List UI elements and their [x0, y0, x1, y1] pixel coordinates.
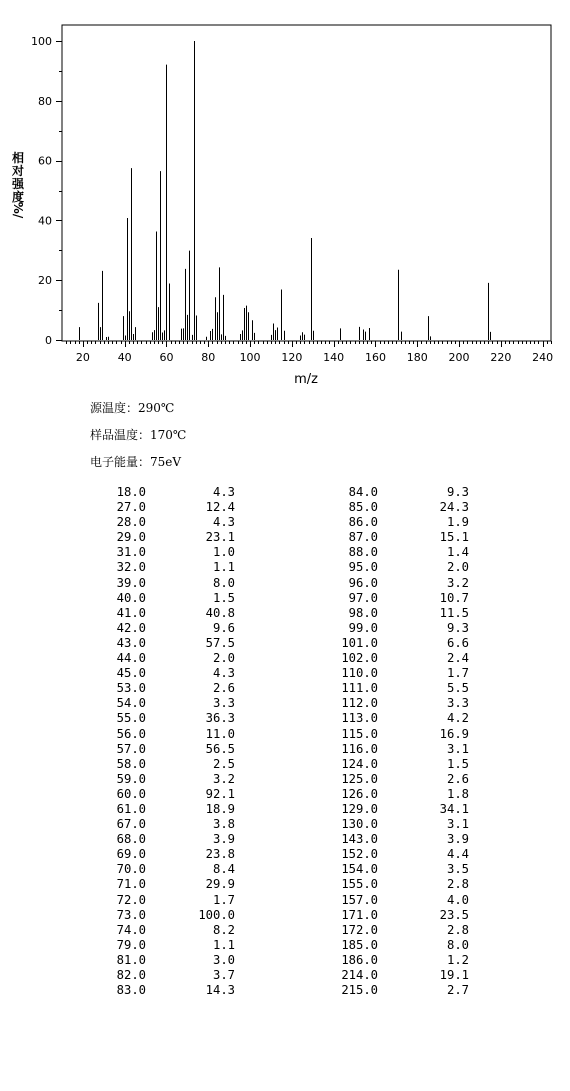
mz-value: 129.0 — [341, 801, 378, 816]
intensity-value: 3.3 — [446, 696, 469, 711]
intensity-value: 40.8 — [205, 605, 235, 620]
intensity-value: 11.0 — [205, 726, 235, 741]
mz-value: 99.0 — [348, 620, 378, 635]
intensity-value: 1.2 — [446, 952, 469, 967]
mz-value: 55.0 — [116, 711, 146, 726]
mz-value: 101.0 — [341, 635, 378, 650]
mz-value: 143.0 — [341, 832, 378, 847]
table-row — [0, 485, 570, 500]
y-axis-label-char: 度 — [11, 190, 25, 204]
y-axis-label-char: %/ — [11, 201, 25, 219]
intensity-value: 1.7 — [212, 892, 235, 907]
mz-value: 42.0 — [116, 620, 146, 635]
intensity-value: 2.0 — [446, 560, 469, 575]
intensity-value: 6.6 — [446, 635, 469, 650]
table-row — [0, 545, 570, 560]
table-row — [0, 742, 570, 757]
x-tick-label: 60 — [159, 351, 174, 364]
mz-value: 31.0 — [116, 545, 146, 560]
intensity-value: 34.1 — [439, 801, 469, 816]
intensity-value: 3.9 — [212, 832, 235, 847]
table-row — [0, 923, 570, 938]
intensity-value: 23.8 — [205, 847, 235, 862]
x-tick-label: 200 — [448, 351, 470, 364]
source-temperature: 源温度：290℃ — [90, 401, 175, 415]
table-row — [0, 953, 570, 968]
mz-value: 79.0 — [116, 937, 146, 952]
intensity-value: 4.3 — [212, 515, 235, 530]
intensity-value: 9.3 — [446, 485, 469, 499]
mz-value: 185.0 — [341, 937, 378, 952]
intensity-value: 4.2 — [446, 711, 469, 726]
intensity-value: 2.8 — [446, 922, 469, 937]
mz-value: 96.0 — [348, 575, 378, 590]
y-tick-label: 60 — [38, 154, 52, 168]
mz-value: 130.0 — [341, 817, 378, 832]
mz-value: 18.0 — [116, 485, 146, 499]
table-row — [0, 711, 570, 726]
intensity-value: 23.5 — [439, 907, 469, 922]
intensity-value: 4.3 — [212, 485, 235, 499]
x-tick-label: 20 — [75, 351, 90, 364]
y-axis-label-char: 相 — [11, 151, 25, 165]
table-row — [0, 515, 570, 530]
y-tick-label: 40 — [38, 214, 52, 228]
mz-value: 154.0 — [341, 862, 378, 877]
table-row — [0, 968, 570, 983]
mz-value: 186.0 — [341, 952, 378, 967]
mz-value: 81.0 — [116, 952, 146, 967]
intensity-value: 36.3 — [205, 711, 235, 726]
intensity-value: 1.8 — [446, 786, 469, 801]
mz-value: 61.0 — [116, 801, 146, 816]
table-row — [0, 530, 570, 545]
table-row — [0, 666, 570, 681]
table-row — [0, 560, 570, 575]
electron-energy: 电子能量：75eV — [90, 455, 182, 469]
table-row — [0, 500, 570, 515]
mz-value: 56.0 — [116, 726, 146, 741]
table-row — [0, 893, 570, 908]
mz-value: 53.0 — [116, 681, 146, 696]
intensity-value: 3.9 — [446, 832, 469, 847]
table-row — [0, 621, 570, 636]
mz-value: 112.0 — [341, 696, 378, 711]
table-row — [0, 938, 570, 953]
mz-value: 45.0 — [116, 666, 146, 681]
intensity-value: 3.2 — [446, 575, 469, 590]
mz-value: 88.0 — [348, 545, 378, 560]
table-row — [0, 847, 570, 862]
intensity-value: 2.4 — [446, 651, 469, 666]
intensity-value: 1.5 — [446, 756, 469, 771]
mz-value: 71.0 — [116, 877, 146, 892]
mz-value: 39.0 — [116, 575, 146, 590]
intensity-value: 8.2 — [212, 922, 235, 937]
mz-value: 214.0 — [341, 968, 378, 982]
mz-value: 85.0 — [348, 500, 378, 515]
x-tick-label: 120 — [281, 351, 303, 364]
intensity-value: 11.5 — [439, 605, 469, 620]
mz-value: 28.0 — [116, 515, 146, 530]
mz-value: 102.0 — [341, 651, 378, 666]
intensity-value: 1.4 — [446, 545, 469, 560]
intensity-value: 57.5 — [205, 635, 235, 650]
mz-value: 69.0 — [116, 847, 146, 862]
x-tick-label: 160 — [364, 351, 386, 364]
table-row — [0, 606, 570, 621]
intensity-value: 92.1 — [205, 786, 235, 801]
intensity-value: 29.9 — [205, 877, 235, 892]
mz-value: 157.0 — [341, 892, 378, 907]
y-axis-label-char: 对 — [11, 164, 25, 178]
intensity-value: 10.7 — [439, 590, 469, 605]
mz-value: 87.0 — [348, 530, 378, 545]
intensity-value: 2.5 — [212, 756, 235, 771]
intensity-value: 3.0 — [212, 952, 235, 967]
intensity-value: 4.3 — [212, 666, 235, 681]
x-tick-label: 100 — [239, 351, 261, 364]
intensity-value: 3.2 — [212, 771, 235, 786]
mz-value: 97.0 — [348, 590, 378, 605]
x-tick-label: 80 — [201, 351, 216, 364]
intensity-value: 3.3 — [212, 696, 235, 711]
intensity-value: 8.4 — [212, 862, 235, 877]
mz-value: 215.0 — [341, 983, 378, 998]
mz-value: 57.0 — [116, 741, 146, 756]
mz-value: 58.0 — [116, 756, 146, 771]
intensity-value: 8.0 — [212, 575, 235, 590]
intensity-value: 1.7 — [446, 666, 469, 681]
x-tick-label: 180 — [406, 351, 428, 364]
intensity-value: 14.3 — [205, 983, 235, 998]
intensity-value: 1.5 — [212, 590, 235, 605]
mz-value: 82.0 — [116, 968, 146, 982]
peak-table — [0, 485, 570, 998]
intensity-value: 1.9 — [446, 515, 469, 530]
intensity-value: 3.8 — [212, 817, 235, 832]
x-axis — [67, 341, 554, 364]
mz-value: 43.0 — [116, 635, 146, 650]
mz-value: 95.0 — [348, 560, 378, 575]
table-row — [0, 576, 570, 591]
mz-value: 73.0 — [116, 907, 146, 922]
intensity-value: 2.0 — [212, 651, 235, 666]
intensity-value: 1.0 — [212, 545, 235, 560]
mz-value: 32.0 — [116, 560, 146, 575]
mz-value: 67.0 — [116, 817, 146, 832]
spectrum-peaks — [80, 41, 491, 340]
mz-value: 113.0 — [341, 711, 378, 726]
mz-value: 72.0 — [116, 892, 146, 907]
intensity-value: 15.1 — [439, 530, 469, 545]
table-row — [0, 832, 570, 847]
mz-value: 27.0 — [116, 500, 146, 515]
mz-value: 70.0 — [116, 862, 146, 877]
y-tick-label: 0 — [45, 334, 52, 347]
table-row — [0, 636, 570, 651]
mz-value: 126.0 — [341, 786, 378, 801]
intensity-value: 2.6 — [212, 681, 235, 696]
table-row — [0, 908, 570, 923]
mz-value: 68.0 — [116, 832, 146, 847]
y-axis — [31, 35, 62, 347]
y-tick-label: 20 — [38, 274, 52, 288]
table-row — [0, 696, 570, 711]
intensity-value: 4.4 — [446, 847, 469, 862]
mz-value: 171.0 — [341, 907, 378, 922]
x-tick-label: 140 — [323, 351, 345, 364]
intensity-value: 19.1 — [439, 968, 469, 982]
mz-value: 83.0 — [116, 983, 146, 998]
table-row — [0, 681, 570, 696]
table-row — [0, 877, 570, 892]
intensity-value: 24.3 — [439, 500, 469, 515]
intensity-value: 18.9 — [205, 801, 235, 816]
mz-value: 41.0 — [116, 605, 146, 620]
mass-spectrum-chart — [0, 0, 570, 400]
mz-value: 125.0 — [341, 771, 378, 786]
table-row — [0, 651, 570, 666]
mz-value: 124.0 — [341, 756, 378, 771]
intensity-value: 3.7 — [212, 968, 235, 982]
intensity-value: 12.4 — [205, 500, 235, 515]
sample-temperature: 样品温度：170℃ — [90, 428, 187, 442]
intensity-value: 4.0 — [446, 892, 469, 907]
intensity-value: 16.9 — [439, 726, 469, 741]
x-axis-label: m/z — [294, 372, 318, 387]
mz-value: 29.0 — [116, 530, 146, 545]
mz-value: 116.0 — [341, 741, 378, 756]
table-row — [0, 862, 570, 877]
y-tick-label: 100 — [31, 35, 52, 48]
intensity-value: 2.7 — [446, 983, 469, 998]
intensity-value: 5.5 — [446, 681, 469, 696]
mz-value: 115.0 — [341, 726, 378, 741]
intensity-value: 9.3 — [446, 620, 469, 635]
intensity-value: 3.1 — [446, 741, 469, 756]
intensity-value: 8.0 — [446, 937, 469, 952]
intensity-value: 2.6 — [446, 771, 469, 786]
intensity-value: 100.0 — [198, 907, 235, 922]
mz-value: 98.0 — [348, 605, 378, 620]
intensity-value: 1.1 — [212, 937, 235, 952]
mz-value: 84.0 — [348, 485, 378, 499]
intensity-value: 56.5 — [205, 741, 235, 756]
table-row — [0, 772, 570, 787]
x-tick-label: 220 — [490, 351, 512, 364]
table-row — [0, 727, 570, 742]
mz-value: 59.0 — [116, 771, 146, 786]
table-row — [0, 787, 570, 802]
mz-value: 44.0 — [116, 651, 146, 666]
mz-value: 86.0 — [348, 515, 378, 530]
intensity-value: 2.8 — [446, 877, 469, 892]
mz-value: 40.0 — [116, 590, 146, 605]
mz-value: 74.0 — [116, 922, 146, 937]
intensity-value: 3.5 — [446, 862, 469, 877]
y-axis-label — [11, 150, 25, 219]
table-row — [0, 983, 570, 998]
y-tick-label: 80 — [38, 94, 52, 108]
mz-value: 111.0 — [341, 681, 378, 696]
mz-value: 172.0 — [341, 922, 378, 937]
intensity-value: 3.1 — [446, 817, 469, 832]
table-row — [0, 591, 570, 606]
intensity-value: 9.6 — [212, 620, 235, 635]
x-tick-label: 240 — [532, 351, 554, 364]
mz-value: 155.0 — [341, 877, 378, 892]
plot-frame — [62, 25, 551, 341]
intensity-value: 23.1 — [205, 530, 235, 545]
table-row — [0, 802, 570, 817]
y-axis-label-char: 强 — [11, 177, 25, 191]
table-row — [0, 817, 570, 832]
mz-value: 60.0 — [116, 786, 146, 801]
mz-value: 152.0 — [341, 847, 378, 862]
mz-value: 54.0 — [116, 696, 146, 711]
table-row — [0, 757, 570, 772]
x-tick-label: 40 — [117, 351, 132, 364]
intensity-value: 1.1 — [212, 560, 235, 575]
mz-value: 110.0 — [341, 666, 378, 681]
